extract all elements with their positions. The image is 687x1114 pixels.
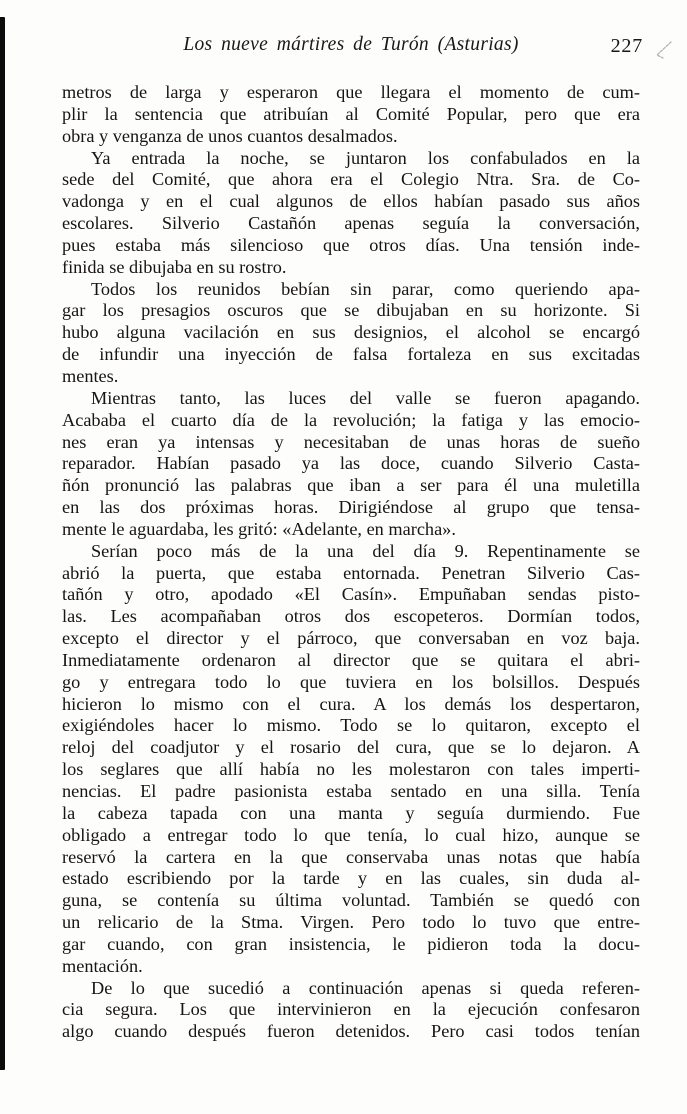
text-line: excepto el director y el párroco, que conversaban en voz baja. [62, 628, 640, 649]
text-line: Todos los reunidos bebían sin parar, como queriendo apa- [91, 278, 640, 299]
text-line: reloj del coadjutor y el rosario del cura, que se lo dejaron. A [62, 737, 640, 758]
running-header [62, 34, 640, 60]
text-line: de infundir una inyección de falsa fortaleza en sus excitadas [62, 344, 640, 365]
text-line: las. Les acompañaban otros dos escopeteros. Dormían todos, [62, 606, 640, 627]
text-line: Mientras tanto, las luces del valle se fueron apagando. [91, 387, 640, 408]
text-line: escolares. Silverio Castañón apenas seguía la conversación, [62, 213, 640, 234]
text-line: De lo que sucedió a continuación apenas si queda referen- [91, 977, 640, 998]
text-line: Acababa el cuarto día de la revolución; la fatiga y las emocio- [62, 409, 640, 430]
text-line: Serían poco más de la una del día 9. Repentinamente se [91, 540, 640, 561]
text-line: mente le aguardaba, les gritó: «Adelante, en marcha». [62, 518, 456, 539]
text-line: algo cuando después fueron detenidos. Pero casi todos tenían [62, 1021, 640, 1042]
text-line: cia segura. Los que intervinieron en la ejecución confesaron [62, 999, 640, 1020]
text-line: mentación. [62, 955, 143, 976]
text-line: obligado a entregar todo lo que tenía, lo cual hizo, aunque se [62, 824, 640, 845]
text-line: reparador. Habían pasado ya las doce, cuando Silverio Casta- [62, 453, 640, 474]
text-line: nes eran ya intensas y necesitaban de unas horas de sueño [62, 431, 640, 452]
text-line: vadonga y en el cual algunos de ellos habían pasado sus años [62, 191, 640, 212]
text-block [62, 82, 640, 1043]
running-header-title: Los nueve mártires de Turón (Asturias) [183, 34, 519, 55]
text-line: tañón y otro, apodado «El Casín». Empuñaban sendas pisto- [62, 584, 640, 605]
pencil-tick-icon [651, 39, 675, 63]
text-line: hicieron lo mismo con el cura. A los demás los despertaron, [62, 693, 640, 714]
text-line: ñón pronunció las palabras que iban a ser para él una muletilla [62, 475, 640, 496]
text-line: pues estaba más silencioso que otros días. Una tensión inde- [62, 234, 640, 255]
text-line: los seglares que allí había no les molestaron con tales imperti- [62, 759, 640, 780]
text-line: la cabeza tapada con una manta y seguía durmiendo. Fue [62, 802, 640, 823]
text-line: nencias. El padre pasionista estaba sentado en una silla. Tenía [62, 781, 640, 801]
text-line: Ya entrada la noche, se juntaron los confabulados en la [91, 147, 640, 168]
text-line: gar los presagios oscuros que se dibujaban en su horizonte. Si [62, 300, 640, 321]
text-line: sede del Comité, que ahora era el Colegio Ntra. Sra. de Co- [62, 169, 640, 190]
text-line: plir la sentencia que atribuían al Comité Popular, pero que era [62, 103, 640, 124]
page-number: 227 [610, 35, 643, 57]
text-line: hubo alguna vacilación en sus designios, el alcohol se encargó [62, 322, 640, 343]
text-line: un relicario de la Stma. Virgen. Pero todo lo tuvo que entre- [62, 912, 640, 933]
text-line: exigiéndoles hacer lo mismo. Todo se lo quitaron, excepto el [62, 715, 640, 736]
text-line: obra y venganza de unos cuantos desalmados. [62, 125, 398, 146]
text-line: abrió la puerta, que estaba entornada. Penetran Silverio Cas- [62, 562, 640, 583]
text-line: guna, se contenía su última voluntad. También se quedó con [62, 890, 640, 911]
text-line: Inmediatamente ordenaron al director que se quitara el abri- [62, 649, 640, 670]
scan-edge-artifact [0, 17, 5, 1070]
text-line: estado escribiendo por la tarde y en las cuales, sin duda al- [62, 868, 640, 889]
text-line: mentes. [62, 365, 119, 386]
text-line: metros de larga y esperaron que llegara el momento de cum- [62, 82, 640, 102]
text-line: reservó la cartera en la que conservaba unas notas que había [62, 846, 640, 867]
text-line: en las dos próximas horas. Dirigiéndose al grupo que tensa- [62, 497, 640, 518]
text-line: gar cuando, con gran insistencia, le pidieron toda la docu- [62, 933, 640, 954]
text-line: finida se dibujaba en su rostro. [62, 256, 287, 277]
text-line: go y entregara todo lo que tuviera en los bolsillos. Después [62, 671, 640, 692]
